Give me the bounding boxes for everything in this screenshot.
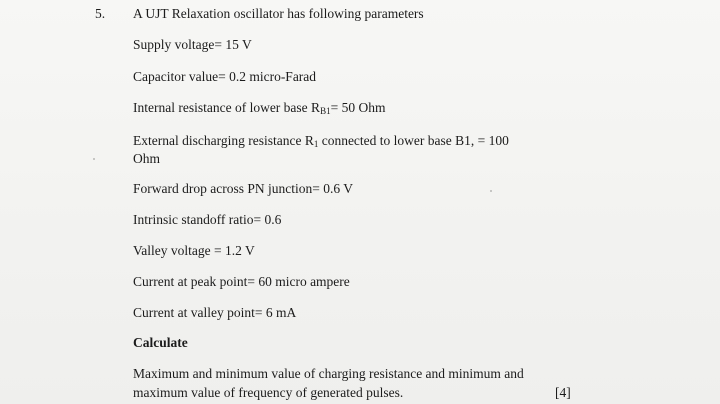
param-internal-resistance-rb1 [133,100,385,116]
task-text-line-1: Maximum and minimum value of charging resistance and minimum and [133,366,524,381]
param-valley-voltage: Valley voltage = 1.2 V [133,243,255,258]
question-intro: A UJT Relaxation oscillator has following parameters [133,6,424,21]
rb1-subscript: B1 [320,106,331,116]
param-external-resistance-r1-cont: Ohm [133,151,160,166]
task-text-line-2: maximum value of frequency of generated pulses. [133,385,404,400]
param-valley-current: Current at valley point= 6 mA [133,305,297,320]
r1-suffix: connected to lower base B1, = 100 [318,133,509,148]
speck [490,190,492,192]
speck [93,158,95,160]
param-forward-drop: Forward drop across PN junction= 0.6 V [133,181,353,196]
calculate-heading: Calculate [133,335,188,350]
param-peak-current: Current at peak point= 60 micro ampere [133,274,350,289]
param-intrinsic-standoff: Intrinsic standoff ratio= 0.6 [133,212,282,227]
param-external-resistance-r1 [133,133,509,149]
param-supply-voltage: Supply voltage= 15 V [133,37,252,52]
rb1-suffix: = 50 Ohm [330,100,386,115]
marks-label: [4] [555,385,571,400]
r1-prefix: External discharging resistance R [133,133,314,148]
question-number: 5. [95,6,106,21]
r1-subscript: 1 [313,139,319,149]
rb1-prefix: Internal resistance of lower base R [133,100,321,115]
param-capacitor: Capacitor value= 0.2 micro-Farad [133,69,317,84]
